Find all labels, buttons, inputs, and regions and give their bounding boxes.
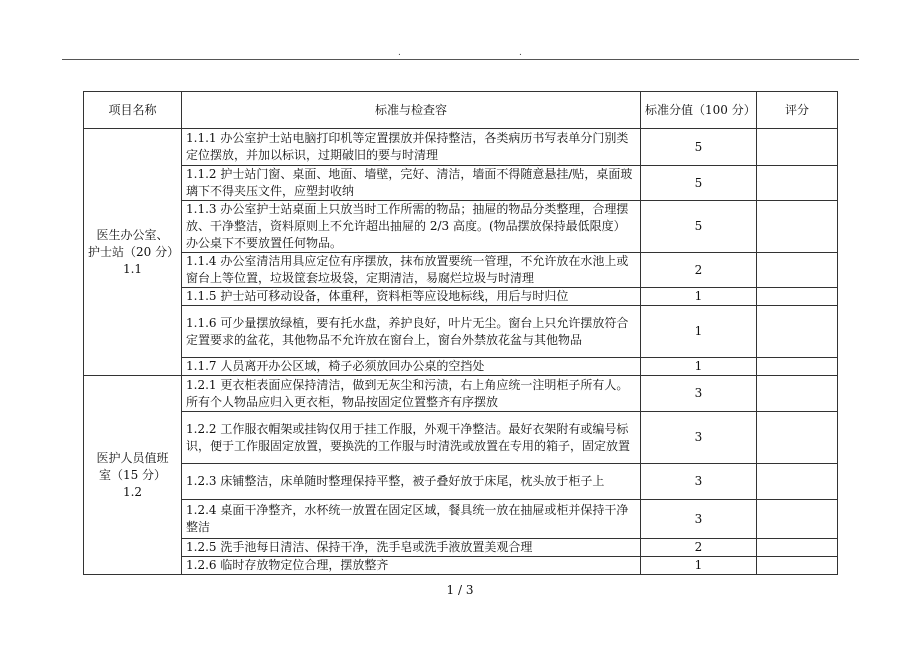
score-cell: 3 xyxy=(641,464,757,500)
page-header-marks xyxy=(0,48,920,58)
group-name-line: 1.1 xyxy=(122,261,143,276)
table-row xyxy=(84,166,838,201)
table-header-row xyxy=(84,92,838,129)
standard-cell: 1.2.5 洗手池每日清洁、保持干净，洗手皂或洗手液放置美观合理 xyxy=(182,539,641,557)
standard-cell: 1.2.1 更衣柜表面应保持清洁，做到无灰尘和污渍，右上角应统一注明柜子所有人。所有个人物品应归入更衣柜，物品按固定位置整齐有序摆放 xyxy=(182,376,641,412)
table-row xyxy=(84,129,838,166)
score-cell: 3 xyxy=(641,412,757,464)
table-row xyxy=(84,288,838,306)
group-name-line: 室（15 分） xyxy=(98,467,167,482)
inspection-table xyxy=(83,91,838,575)
standard-cell: 1.2.4 桌面干净整齐，水杯统一放置在固定区域，餐具统一放在抽屉或柜并保持干净整洁 xyxy=(182,500,641,539)
score-cell: 1 xyxy=(641,557,757,575)
score-cell: 1 xyxy=(641,288,757,306)
standard-cell: 1.2.2 工作服衣帽架或挂钩仅用于挂工作服，外观干净整洁。最好衣架附有或编号标识，便于工作服固定放置，要换洗的工作服与时清洗或放置在专用的箱子，固定放置 xyxy=(182,412,641,464)
standard-cell: 1.1.2 护士站门窗、桌面、地面、墙壁，完好、清洁，墙面不得随意悬挂/贴，桌面玻璃下不得夹压文件，应塑封收纳 xyxy=(182,166,641,201)
group-name-line: 1.2 xyxy=(122,484,143,499)
table-row xyxy=(84,201,838,253)
table-row xyxy=(84,557,838,575)
score-cell: 1 xyxy=(641,358,757,376)
rating-cell[interactable] xyxy=(757,557,838,575)
score-cell: 1 xyxy=(641,306,757,358)
rating-cell[interactable] xyxy=(757,539,838,557)
score-cell: 3 xyxy=(641,376,757,412)
score-cell: 3 xyxy=(641,500,757,539)
standard-cell: 1.1.1 办公室护士站电脑打印机等定置摆放并保持整洁，各类病历书写表单分门别类定位摆放，并加以标识，过期破旧的要与时清理 xyxy=(182,129,641,166)
standard-cell: 1.1.7 人员离开办公区域，椅子必须放回办公桌的空挡处 xyxy=(182,358,641,376)
rating-cell[interactable] xyxy=(757,358,838,376)
table-row xyxy=(84,464,838,500)
standard-cell: 1.1.3 办公室护士站桌面上只放当时工作所需的物品；抽屉的物品分类整理，合理摆放、干净整洁，资料原则上不允许超出抽屉的 2/3 高度。(物品摆放保持最低限度）办公桌下不要放置任何物品。 xyxy=(182,201,641,253)
table-row xyxy=(84,539,838,557)
rating-cell[interactable] xyxy=(757,464,838,500)
page-number: 1 / 3 xyxy=(446,583,474,597)
group-name-cell xyxy=(84,376,182,575)
score-cell: 5 xyxy=(641,129,757,166)
group-name-line: 医生办公室、 xyxy=(96,227,169,242)
rating-cell[interactable] xyxy=(757,376,838,412)
group-name-line: 医护人员值班 xyxy=(96,450,169,465)
rating-cell[interactable] xyxy=(757,201,838,253)
standard-cell: 1.2.3 床铺整洁，床单随时整理保持平整，被子叠好放于床尾，枕头放于柜子上 xyxy=(182,464,641,500)
standard-cell: 1.1.4 办公室清洁用具应定位有序摆放，抹布放置要统一管理，不允许放在水池上或窗台上等位置，垃圾筐套垃圾袋，定期清洁，易腐烂垃圾与时清理 xyxy=(182,253,641,288)
rating-cell[interactable] xyxy=(757,129,838,166)
header-rule xyxy=(62,59,859,60)
header-dot-left: . xyxy=(398,48,401,58)
standard-cell: 1.2.6 临时存放物定位合理，摆放整齐 xyxy=(182,557,641,575)
rating-cell[interactable] xyxy=(757,412,838,464)
column-header-standard: 标准与检查容 xyxy=(182,92,641,129)
group-name-cell xyxy=(84,129,182,376)
column-header-rating: 评分 xyxy=(757,92,838,129)
rating-cell[interactable] xyxy=(757,253,838,288)
table-row xyxy=(84,306,838,358)
table-row xyxy=(84,500,838,539)
table-row xyxy=(84,358,838,376)
rating-cell[interactable] xyxy=(757,500,838,539)
score-cell: 5 xyxy=(641,166,757,201)
table-row xyxy=(84,412,838,464)
table-row xyxy=(84,376,838,412)
score-cell: 2 xyxy=(641,539,757,557)
rating-cell[interactable] xyxy=(757,166,838,201)
score-cell: 2 xyxy=(641,253,757,288)
standard-cell: 1.1.5 护士站可移动设备，体重秤，资料柜等应设地标线，用后与时归位 xyxy=(182,288,641,306)
table-row xyxy=(84,253,838,288)
standard-cell: 1.1.6 可少量摆放绿植，要有托水盘，养护良好，叶片无尘。窗台上只允许摆放符合定置要求的盆花，其他物品不允许放在窗台上，窗台外禁放花盆与其他物品 xyxy=(182,306,641,358)
header-dot-right: . xyxy=(519,48,522,58)
rating-cell[interactable] xyxy=(757,306,838,358)
column-header-score: 标准分值（100 分） xyxy=(641,92,757,129)
rating-cell[interactable] xyxy=(757,288,838,306)
score-cell: 5 xyxy=(641,201,757,253)
group-name-line: 护士站（20 分） xyxy=(88,244,180,259)
column-header-item: 项目名称 xyxy=(84,92,182,129)
